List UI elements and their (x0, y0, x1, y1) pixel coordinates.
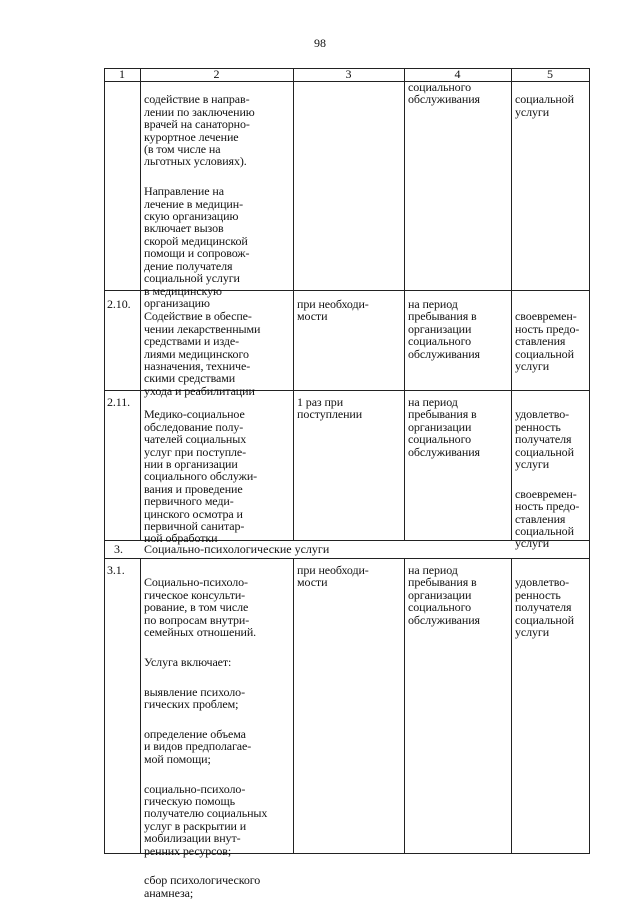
service-paragraph: Услуга включает: (144, 654, 232, 669)
service-paragraph: Содействие в обеспе- чении лекарственными средствами и изде- лиями медицинского назначения, техниче- скими средствами ухода и реабилитации (144, 309, 261, 398)
service-paragraph: социально-психоло- гическую помощь получателю социальных услуг в раскрытии и мобилизации внут- ренних ресурсов; (144, 781, 268, 858)
service-criteria (515, 81, 589, 136)
criteria-paragraph: удовлетво- ренность получателя социальной услуги (515, 407, 574, 472)
header-col-2: 2 (213, 67, 220, 81)
service-criteria (515, 564, 589, 656)
criteria-paragraph: своевремен- ность предо- ставления социальной услуги (515, 309, 580, 374)
row-number: 2.11. (107, 395, 131, 409)
header-col-4: 4 (454, 67, 461, 81)
service-periodicity: при необходи- мости (297, 297, 369, 324)
service-paragraph: Медико-социальное обследование полу- чателей социальных услуг при поступле- нии в организации социального обслужи- вания и проведение первичного меди- цинского осмотра и первичной санитар- ной обработки (144, 407, 258, 546)
service-paragraph: выявление психоло- гических проблем; (144, 684, 245, 712)
service-criteria (515, 396, 589, 567)
section-number: 3. (114, 542, 123, 556)
header-col-3: 3 (345, 67, 352, 81)
service-periodicity: при необходи- мости (297, 563, 369, 590)
criteria-paragraph: социальной услуги (515, 92, 574, 119)
header-col-1: 1 (119, 67, 125, 81)
row-number: 2.10. (107, 297, 131, 311)
header-col-5: 5 (547, 67, 553, 81)
service-periodicity: 1 раз при поступлении (297, 395, 363, 422)
service-term: социального обслуживания (408, 80, 480, 107)
service-description (144, 81, 292, 327)
service-paragraph: Социально-психоло- гическое консульти- рование, в том числе по вопросам внутри- семейных отношений. (144, 575, 257, 640)
service-term: на период пребывания в организации социального обслуживания (408, 563, 480, 627)
service-paragraph: Направление на лечение в медицин- скую организацию включает вызов скорой медицинской помощи и сопровож- дение получателя социальной услуги в медицинскую организацию (144, 184, 250, 310)
service-description (144, 396, 292, 562)
criteria-paragraph: удовлетво- ренность получателя социальной услуги (515, 575, 574, 640)
services-table (104, 67, 590, 900)
service-description (144, 564, 292, 917)
service-criteria (515, 298, 589, 390)
section-title: Социально-психологические услуги (144, 542, 330, 556)
service-paragraph: определение объема и видов предполагае- мой помощи; (144, 726, 252, 766)
service-paragraph: сбор психологического анамнеза; (144, 873, 261, 900)
row-number: 3.1. (107, 563, 125, 577)
criteria-paragraph: своевремен- ность предо- ставления социальной услуги (515, 486, 580, 551)
service-term: на период пребывания в организации социального обслуживания (408, 395, 480, 459)
service-paragraph: содействие в направ- лении по заключению врачей на санаторно- курортное лечение (в том числе на льготных условиях). (144, 92, 255, 169)
service-term: на период пребывания в организации социального обслуживания (408, 297, 480, 361)
page-number: 98 (314, 36, 326, 50)
